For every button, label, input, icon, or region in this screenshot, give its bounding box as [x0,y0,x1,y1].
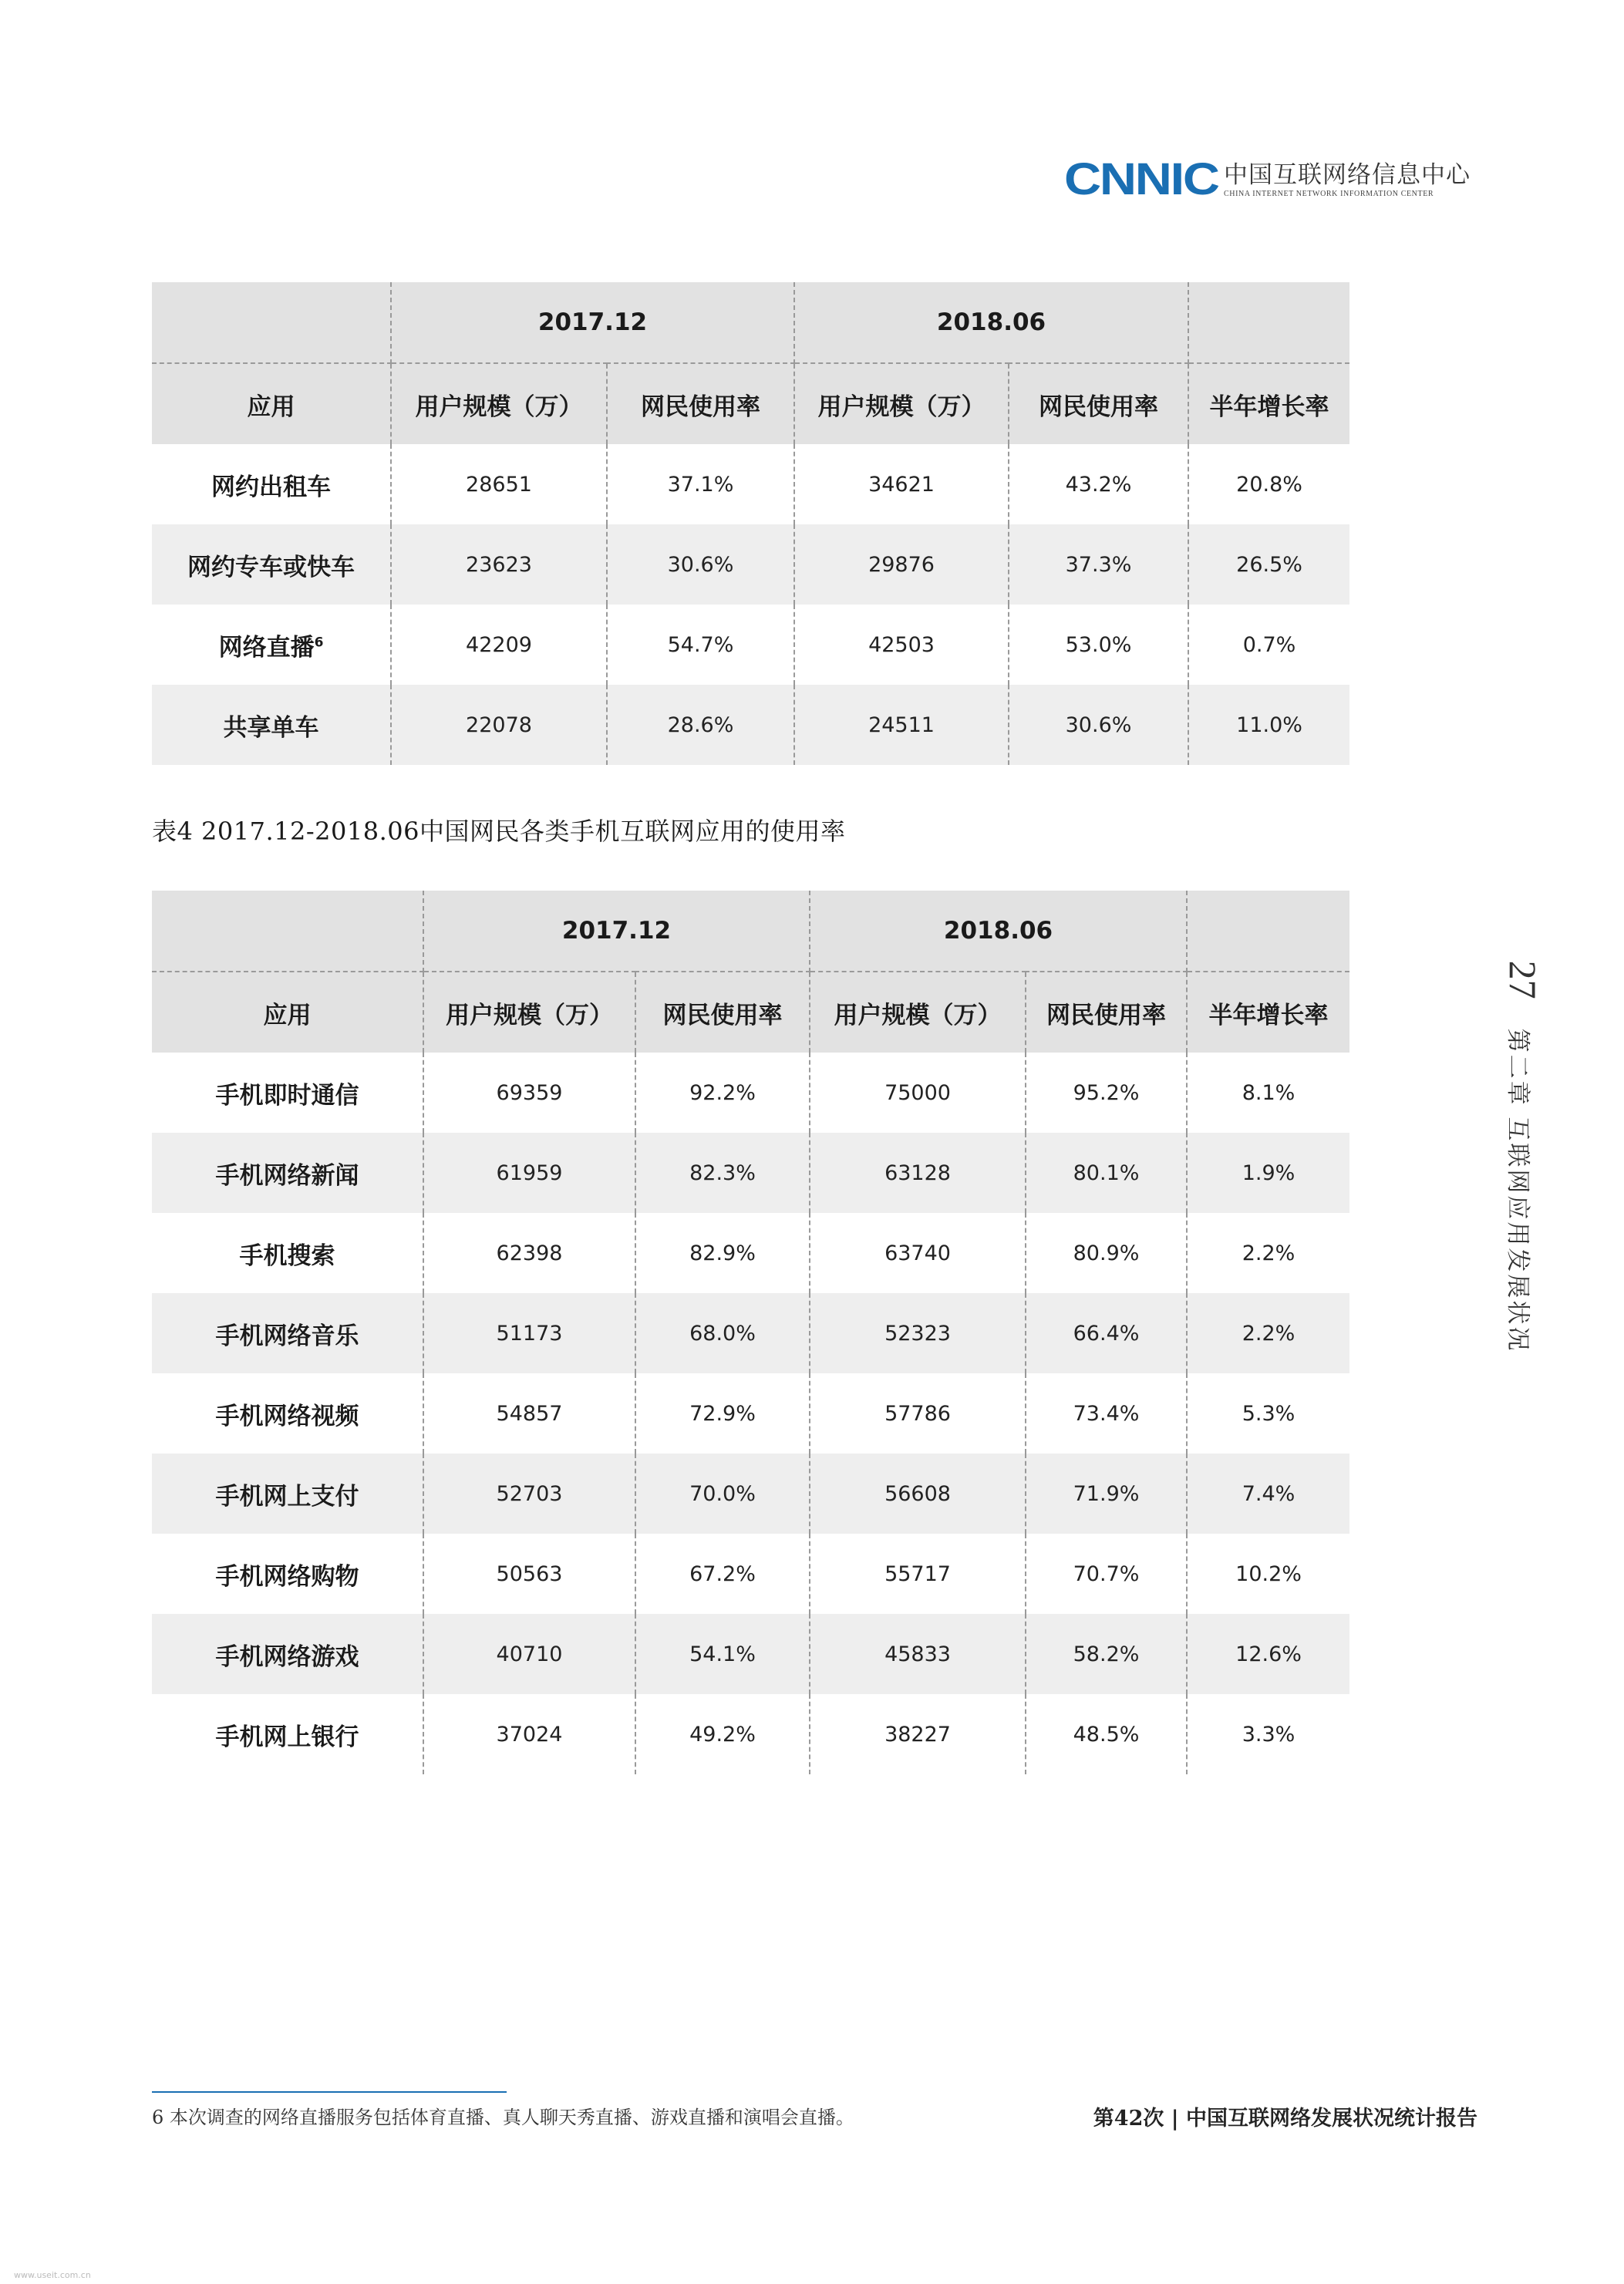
cell-growth-text: 2.2% [1242,1241,1295,1265]
header-growth: 半年增长率 [1187,972,1349,1053]
cell-app-name [152,1454,423,1534]
cell-users-2018-text: 38227 [884,1722,951,1747]
cell-growth-text: 3.3% [1242,1722,1295,1747]
table-period-row [152,282,1349,363]
chapter-title: 第二章 互联网应用发展状况 [1504,1028,1531,1353]
footnote-rule [152,2091,507,2093]
cell-rate-2017-text: 54.7% [667,632,734,657]
cell-rate-2018-text: 53.0% [1065,632,1132,657]
cell-rate-2017-text: 68.0% [689,1321,756,1346]
header-users-2018: 用户规模（万） [794,363,1009,444]
cell-users-2018 [810,1133,1026,1213]
cell-rate-2018 [1026,1213,1187,1293]
cell-app-name-text: 手机搜索 [239,1241,335,1270]
cell-rate-2018 [1026,1454,1187,1534]
header-growth: 半年增长率 [1188,363,1349,444]
cell-app-name [152,1614,423,1694]
cell-growth [1187,1053,1349,1133]
cell-users-2017-text: 28651 [466,472,532,497]
period-2018-header: 2018.06 [794,282,1188,363]
cell-growth-text: 1.9% [1242,1161,1295,1185]
cell-growth [1188,524,1349,605]
cell-app-name-text: 手机网络购物 [215,1562,359,1591]
cell-users-2017 [391,605,607,685]
cell-users-2018-text: 52323 [884,1321,951,1346]
cell-users-2017 [423,1133,635,1213]
cell-rate-2018 [1026,1694,1187,1774]
cell-rate-2017 [635,1293,810,1373]
cell-rate-2018-text: 73.4% [1073,1401,1140,1426]
cell-users-2018 [794,685,1009,765]
cell-app-name-text: 网约专车或快车 [187,553,355,581]
table-row [152,1213,1349,1293]
cell-users-2018-text: 75000 [884,1080,951,1105]
table-ride-hailing-live-bike [152,282,1349,765]
cell-users-2017-text: 22078 [466,712,532,737]
cell-rate-2017-text: 49.2% [689,1722,756,1747]
cell-app-name [152,1694,423,1774]
watermark: www.useit.com.cn [14,2270,91,2280]
cell-rate-2018-text: 43.2% [1065,472,1132,497]
cell-rate-2017 [635,1133,810,1213]
period-2018-header: 2018.06 [810,891,1187,972]
table-row [152,1293,1349,1373]
cell-rate-2018 [1026,1534,1187,1614]
cell-growth [1187,1694,1349,1774]
cell-rate-2017 [635,1454,810,1534]
table-row [152,605,1349,685]
cell-rate-2017-text: 28.6% [667,712,734,737]
cell-app-name-text: 手机网络新闻 [215,1161,359,1190]
cell-rate-2018-text: 95.2% [1073,1080,1140,1105]
cell-growth [1187,1213,1349,1293]
cell-rate-2017 [635,1213,810,1293]
cell-growth [1187,1373,1349,1454]
cell-users-2018-text: 63740 [884,1241,951,1265]
cell-app-name-text: 网络直播 [218,633,315,662]
cell-rate-2017-text: 67.2% [689,1561,756,1586]
cell-app-name [152,605,391,685]
cell-users-2017-text: 50563 [496,1561,563,1586]
cell-users-2017-text: 62398 [496,1241,563,1265]
page-number: 27 [1501,960,1545,999]
table-row [152,1534,1349,1614]
period-2017-header: 2017.12 [391,282,794,363]
cell-rate-2017 [635,1053,810,1133]
cell-app-name-text: 手机网上支付 [215,1482,359,1511]
header-users-2017: 用户规模（万） [423,972,635,1053]
cell-growth-text: 10.2% [1235,1561,1302,1586]
cell-users-2017-text: 69359 [496,1080,563,1105]
cell-app-name-text: 手机网络视频 [215,1402,359,1430]
logo-text [1224,161,1471,199]
cell-growth [1187,1454,1349,1534]
cell-rate-2018 [1026,1133,1187,1213]
table-period-row [152,891,1349,972]
cell-app-name-text: 手机网络音乐 [215,1322,359,1350]
cell-growth [1187,1293,1349,1373]
period-blank-cell [152,891,423,972]
cell-rate-2018-text: 30.6% [1065,712,1132,737]
cell-rate-2018-text: 70.7% [1073,1561,1140,1586]
cell-users-2017 [423,1053,635,1133]
cell-users-2018 [810,1373,1026,1454]
table-header-row [152,972,1349,1053]
cell-users-2018-text: 42503 [868,632,935,657]
table-row [152,1454,1349,1534]
cell-users-2018 [810,1454,1026,1534]
cell-users-2018-text: 34621 [868,472,935,497]
period-blank-cell [152,282,391,363]
header-rate-2018: 网民使用率 [1009,363,1188,444]
cell-app-name [152,1534,423,1614]
footnote-text: 6 本次调查的网络直播服务包括体育直播、真人聊天秀直播、游戏直播和演唱会直播。 [152,2107,854,2128]
cell-rate-2017 [607,605,794,685]
header-app: 应用 [152,972,423,1053]
cell-users-2018-text: 63128 [884,1161,951,1185]
table-header-row [152,363,1349,444]
cell-app-name [152,685,391,765]
cell-growth [1188,685,1349,765]
cell-rate-2018-text: 71.9% [1073,1481,1140,1506]
cell-users-2017-text: 54857 [496,1401,563,1426]
cell-users-2017-text: 37024 [496,1722,563,1747]
cell-app-name [152,524,391,605]
cell-growth-text: 12.6% [1235,1642,1302,1666]
cell-users-2018 [810,1293,1026,1373]
cell-rate-2017 [635,1534,810,1614]
cell-users-2018 [794,605,1009,685]
cell-rate-2017 [635,1373,810,1454]
cell-users-2018-text: 55717 [884,1561,951,1586]
header-rate-2017: 网民使用率 [607,363,794,444]
cell-users-2018 [810,1213,1026,1293]
cell-rate-2017-text: 37.1% [667,472,734,497]
cell-rate-2018 [1009,524,1188,605]
side-chapter-label [1500,941,1546,1373]
cell-growth-text: 26.5% [1236,552,1302,577]
logo-english-name: CHINA INTERNET NETWORK INFORMATION CENTER [1224,189,1434,198]
cell-app-name-text: 共享单车 [223,713,319,742]
cell-users-2018-text: 56608 [884,1481,951,1506]
cell-rate-2017-text: 70.0% [689,1481,756,1506]
cell-rate-2017-text: 54.1% [689,1642,756,1666]
cell-users-2017 [423,1694,635,1774]
cell-rate-2018-text: 80.1% [1073,1161,1140,1185]
cell-rate-2017-text: 30.6% [667,552,734,577]
cell-users-2018-text: 24511 [868,712,935,737]
header-app: 应用 [152,363,391,444]
header-users-2018: 用户规模（万） [810,972,1026,1053]
header-users-2017: 用户规模（万） [391,363,607,444]
table-row [152,685,1349,765]
cell-users-2017-text: 61959 [496,1161,563,1185]
cell-app-name [152,1373,423,1454]
cell-users-2018-text: 57786 [884,1401,951,1426]
cell-users-2017 [423,1293,635,1373]
cell-users-2017 [423,1454,635,1534]
table-row [152,524,1349,605]
cell-users-2017-text: 52703 [496,1481,563,1506]
cell-users-2017-text: 23623 [466,552,532,577]
cell-users-2017 [391,444,607,524]
table-mobile-internet-apps [152,891,1349,1774]
cell-rate-2017 [607,685,794,765]
logo-chinese-name: 中国互联网络信息中心 [1224,160,1471,189]
cell-users-2017 [423,1373,635,1454]
cell-rate-2018 [1009,444,1188,524]
cell-rate-2017 [635,1614,810,1694]
period-blank-cell [1188,282,1349,363]
cell-users-2017-text: 40710 [496,1642,563,1666]
report-footer-title: 第42次 | 中国互联网络发展状况统计报告 [1093,2107,1477,2131]
cell-app-name [152,1293,423,1373]
cell-rate-2018 [1009,605,1188,685]
cell-users-2018 [810,1053,1026,1133]
table-row [152,1373,1349,1454]
table-row [152,1694,1349,1774]
table-row [152,1133,1349,1213]
table-row [152,1614,1349,1694]
cell-rate-2017-text: 92.2% [689,1080,756,1105]
cell-rate-2018-text: 58.2% [1073,1642,1140,1666]
cell-users-2017 [423,1614,635,1694]
cell-rate-2018-text: 48.5% [1073,1722,1140,1747]
cell-growth-text: 5.3% [1242,1401,1295,1426]
cell-growth [1188,605,1349,685]
logo-mark: CNNIC [1064,154,1218,204]
cell-users-2017 [423,1213,635,1293]
cell-users-2017 [391,524,607,605]
cell-growth [1188,444,1349,524]
cell-users-2018 [810,1534,1026,1614]
footnote-marker: 6 [314,635,324,651]
cell-rate-2017 [635,1694,810,1774]
cell-users-2018-text: 45833 [884,1642,951,1666]
cell-rate-2018 [1009,685,1188,765]
cell-users-2017-text: 51173 [496,1321,563,1346]
cell-growth-text: 2.2% [1242,1321,1295,1346]
cell-users-2018 [794,444,1009,524]
cell-users-2018 [810,1694,1026,1774]
period-2017-header: 2017.12 [423,891,810,972]
table-row [152,1053,1349,1133]
cell-app-name [152,1133,423,1213]
cell-growth [1187,1614,1349,1694]
cell-app-name-text: 手机即时通信 [215,1081,359,1110]
cell-rate-2017-text: 72.9% [689,1401,756,1426]
cell-users-2017 [391,685,607,765]
table-row [152,444,1349,524]
cell-rate-2017 [607,524,794,605]
cell-rate-2018 [1026,1614,1187,1694]
period-blank-cell [1187,891,1349,972]
cell-app-name-text: 手机网上银行 [215,1723,359,1751]
cell-growth-text: 8.1% [1242,1080,1295,1105]
cell-growth-text: 20.8% [1236,472,1302,497]
cell-growth-text: 11.0% [1236,712,1302,737]
cell-rate-2018 [1026,1053,1187,1133]
cell-users-2018 [810,1614,1026,1694]
table-caption: 表4 2017.12-2018.06中国网民各类手机互联网应用的使用率 [152,817,846,846]
cell-growth [1187,1133,1349,1213]
cell-app-name-text: 网约出租车 [211,473,331,501]
header-rate-2017: 网民使用率 [635,972,810,1053]
cell-users-2018-text: 29876 [868,552,935,577]
cell-rate-2018 [1026,1293,1187,1373]
cell-users-2017 [423,1534,635,1614]
cell-rate-2017 [607,444,794,524]
cell-rate-2017-text: 82.9% [689,1241,756,1265]
cell-app-name-text: 手机网络游戏 [215,1642,359,1671]
cell-rate-2018-text: 66.4% [1073,1321,1140,1346]
cell-app-name [152,1213,423,1293]
cell-growth-text: 7.4% [1242,1481,1295,1506]
cell-rate-2018-text: 37.3% [1065,552,1132,577]
cell-users-2017-text: 42209 [466,632,532,657]
cell-app-name [152,444,391,524]
cnnic-logo [1064,154,1471,204]
cell-rate-2018 [1026,1373,1187,1454]
header-rate-2018: 网民使用率 [1026,972,1187,1053]
cell-growth [1187,1534,1349,1614]
cell-rate-2018-text: 80.9% [1073,1241,1140,1265]
cell-rate-2017-text: 82.3% [689,1161,756,1185]
cell-growth-text: 0.7% [1242,632,1296,657]
cell-app-name [152,1053,423,1133]
cell-users-2018 [794,524,1009,605]
